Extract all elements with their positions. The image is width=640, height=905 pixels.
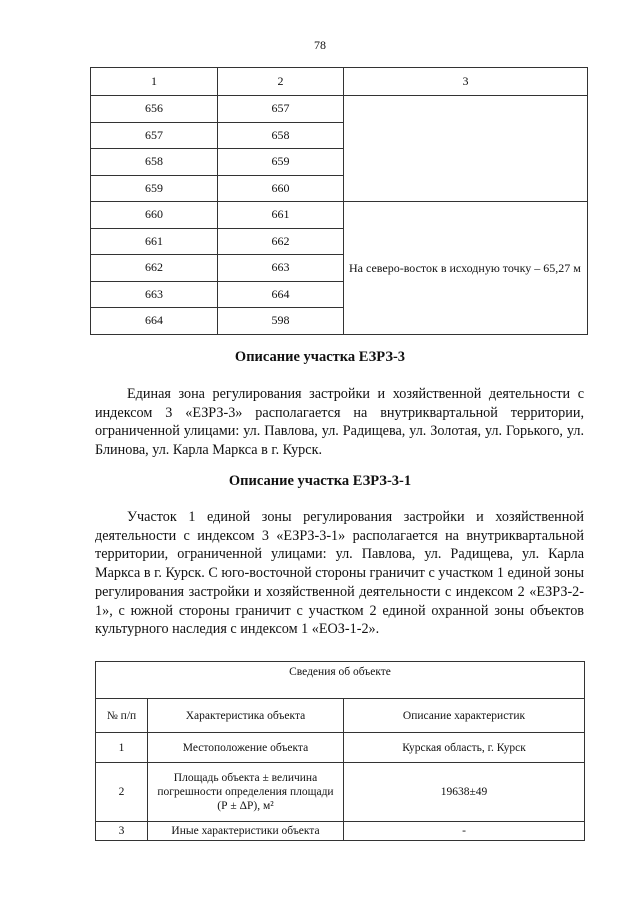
table-row xyxy=(96,763,585,822)
boundary-table xyxy=(90,67,588,335)
point-to: 661 xyxy=(218,202,344,229)
table-row xyxy=(96,733,585,763)
point-to: 664 xyxy=(218,281,344,308)
point-from: 659 xyxy=(91,175,218,202)
table-caption-row xyxy=(96,662,585,699)
object-info-table xyxy=(95,661,585,841)
point-to: 662 xyxy=(218,228,344,255)
column-header: 2 xyxy=(218,68,344,96)
row-number: 1 xyxy=(96,733,148,763)
page-number: 78 xyxy=(314,38,326,52)
characteristic-name: Площадь объекта ± величина погрешности определения площади (Р ± ΔР), м² xyxy=(148,763,344,822)
point-from: 658 xyxy=(91,149,218,176)
point-from: 664 xyxy=(91,308,218,335)
paragraph-text: Участок 1 единой зоны регулирования застройки и хозяйственной деятельности с индексом 3 «ЕЗРЗ-3-1» располагается на внутриквартальной территории, ограниченной улицами: ул. Павлова, ул. Радищева, ул. Карла Маркса в г. Курск. С юго-восточной стороны граничит с участком 1 единой зоны регулирования застройки и хозяйственной деятельности с индексом 2 «ЕЗРЗ-2-1», с южной стороны граничит с участком 2 единой охранной зоны объектов культурного наследия с индексом 1 «ЕОЗ-1-2». xyxy=(95,509,584,638)
row-number: 2 xyxy=(96,763,148,822)
section-paragraph xyxy=(95,508,584,639)
table-header-row xyxy=(91,68,588,96)
point-to: 660 xyxy=(218,175,344,202)
section-heading: Описание участка ЕЗРЗ-3-1 xyxy=(228,473,412,489)
table-row xyxy=(91,96,588,123)
characteristic-name: Иные характеристики объекта xyxy=(148,822,344,841)
column-header: 1 xyxy=(91,68,218,96)
point-to: 659 xyxy=(218,149,344,176)
row-number: 3 xyxy=(96,822,148,841)
characteristic-value: - xyxy=(344,822,585,841)
point-from: 662 xyxy=(91,255,218,282)
point-to: 663 xyxy=(218,255,344,282)
column-header: № п/п xyxy=(96,699,148,733)
column-header: Описание характеристик xyxy=(344,699,585,733)
characteristic-value: 19638±49 xyxy=(344,763,585,822)
paragraph-text: Единая зона регулирования застройки и хозяйственной деятельности с индексом 3 «ЕЗРЗ-3» располагается на внутриквартальной территории, ограниченной улицами: ул. Павлова, ул. Радищева, ул. Золотая, ул. Горького, ул. Блинова, ул. Карла Маркса в г. Курск. xyxy=(95,386,584,459)
point-from: 657 xyxy=(91,122,218,149)
table-caption: Сведения об объекте xyxy=(96,662,585,699)
characteristic-name: Местоположение объекта xyxy=(148,733,344,763)
point-from: 656 xyxy=(91,96,218,123)
point-from: 660 xyxy=(91,202,218,229)
section-paragraph xyxy=(95,385,584,460)
table-row xyxy=(91,202,588,229)
point-from: 663 xyxy=(91,281,218,308)
column-header: 3 xyxy=(344,68,588,96)
point-to: 598 xyxy=(218,308,344,335)
column-header: Характеристика объекта xyxy=(148,699,344,733)
section-heading: Описание участка ЕЗРЗ-3 xyxy=(234,349,406,365)
segment-description xyxy=(344,96,588,202)
point-from: 661 xyxy=(91,228,218,255)
characteristic-value: Курская область, г. Курск xyxy=(344,733,585,763)
point-to: 657 xyxy=(218,96,344,123)
table-row xyxy=(96,822,585,841)
point-to: 658 xyxy=(218,122,344,149)
segment-description: На северо-восток в исходную точку – 65,27 м xyxy=(344,202,588,335)
table-header-row xyxy=(96,699,585,733)
